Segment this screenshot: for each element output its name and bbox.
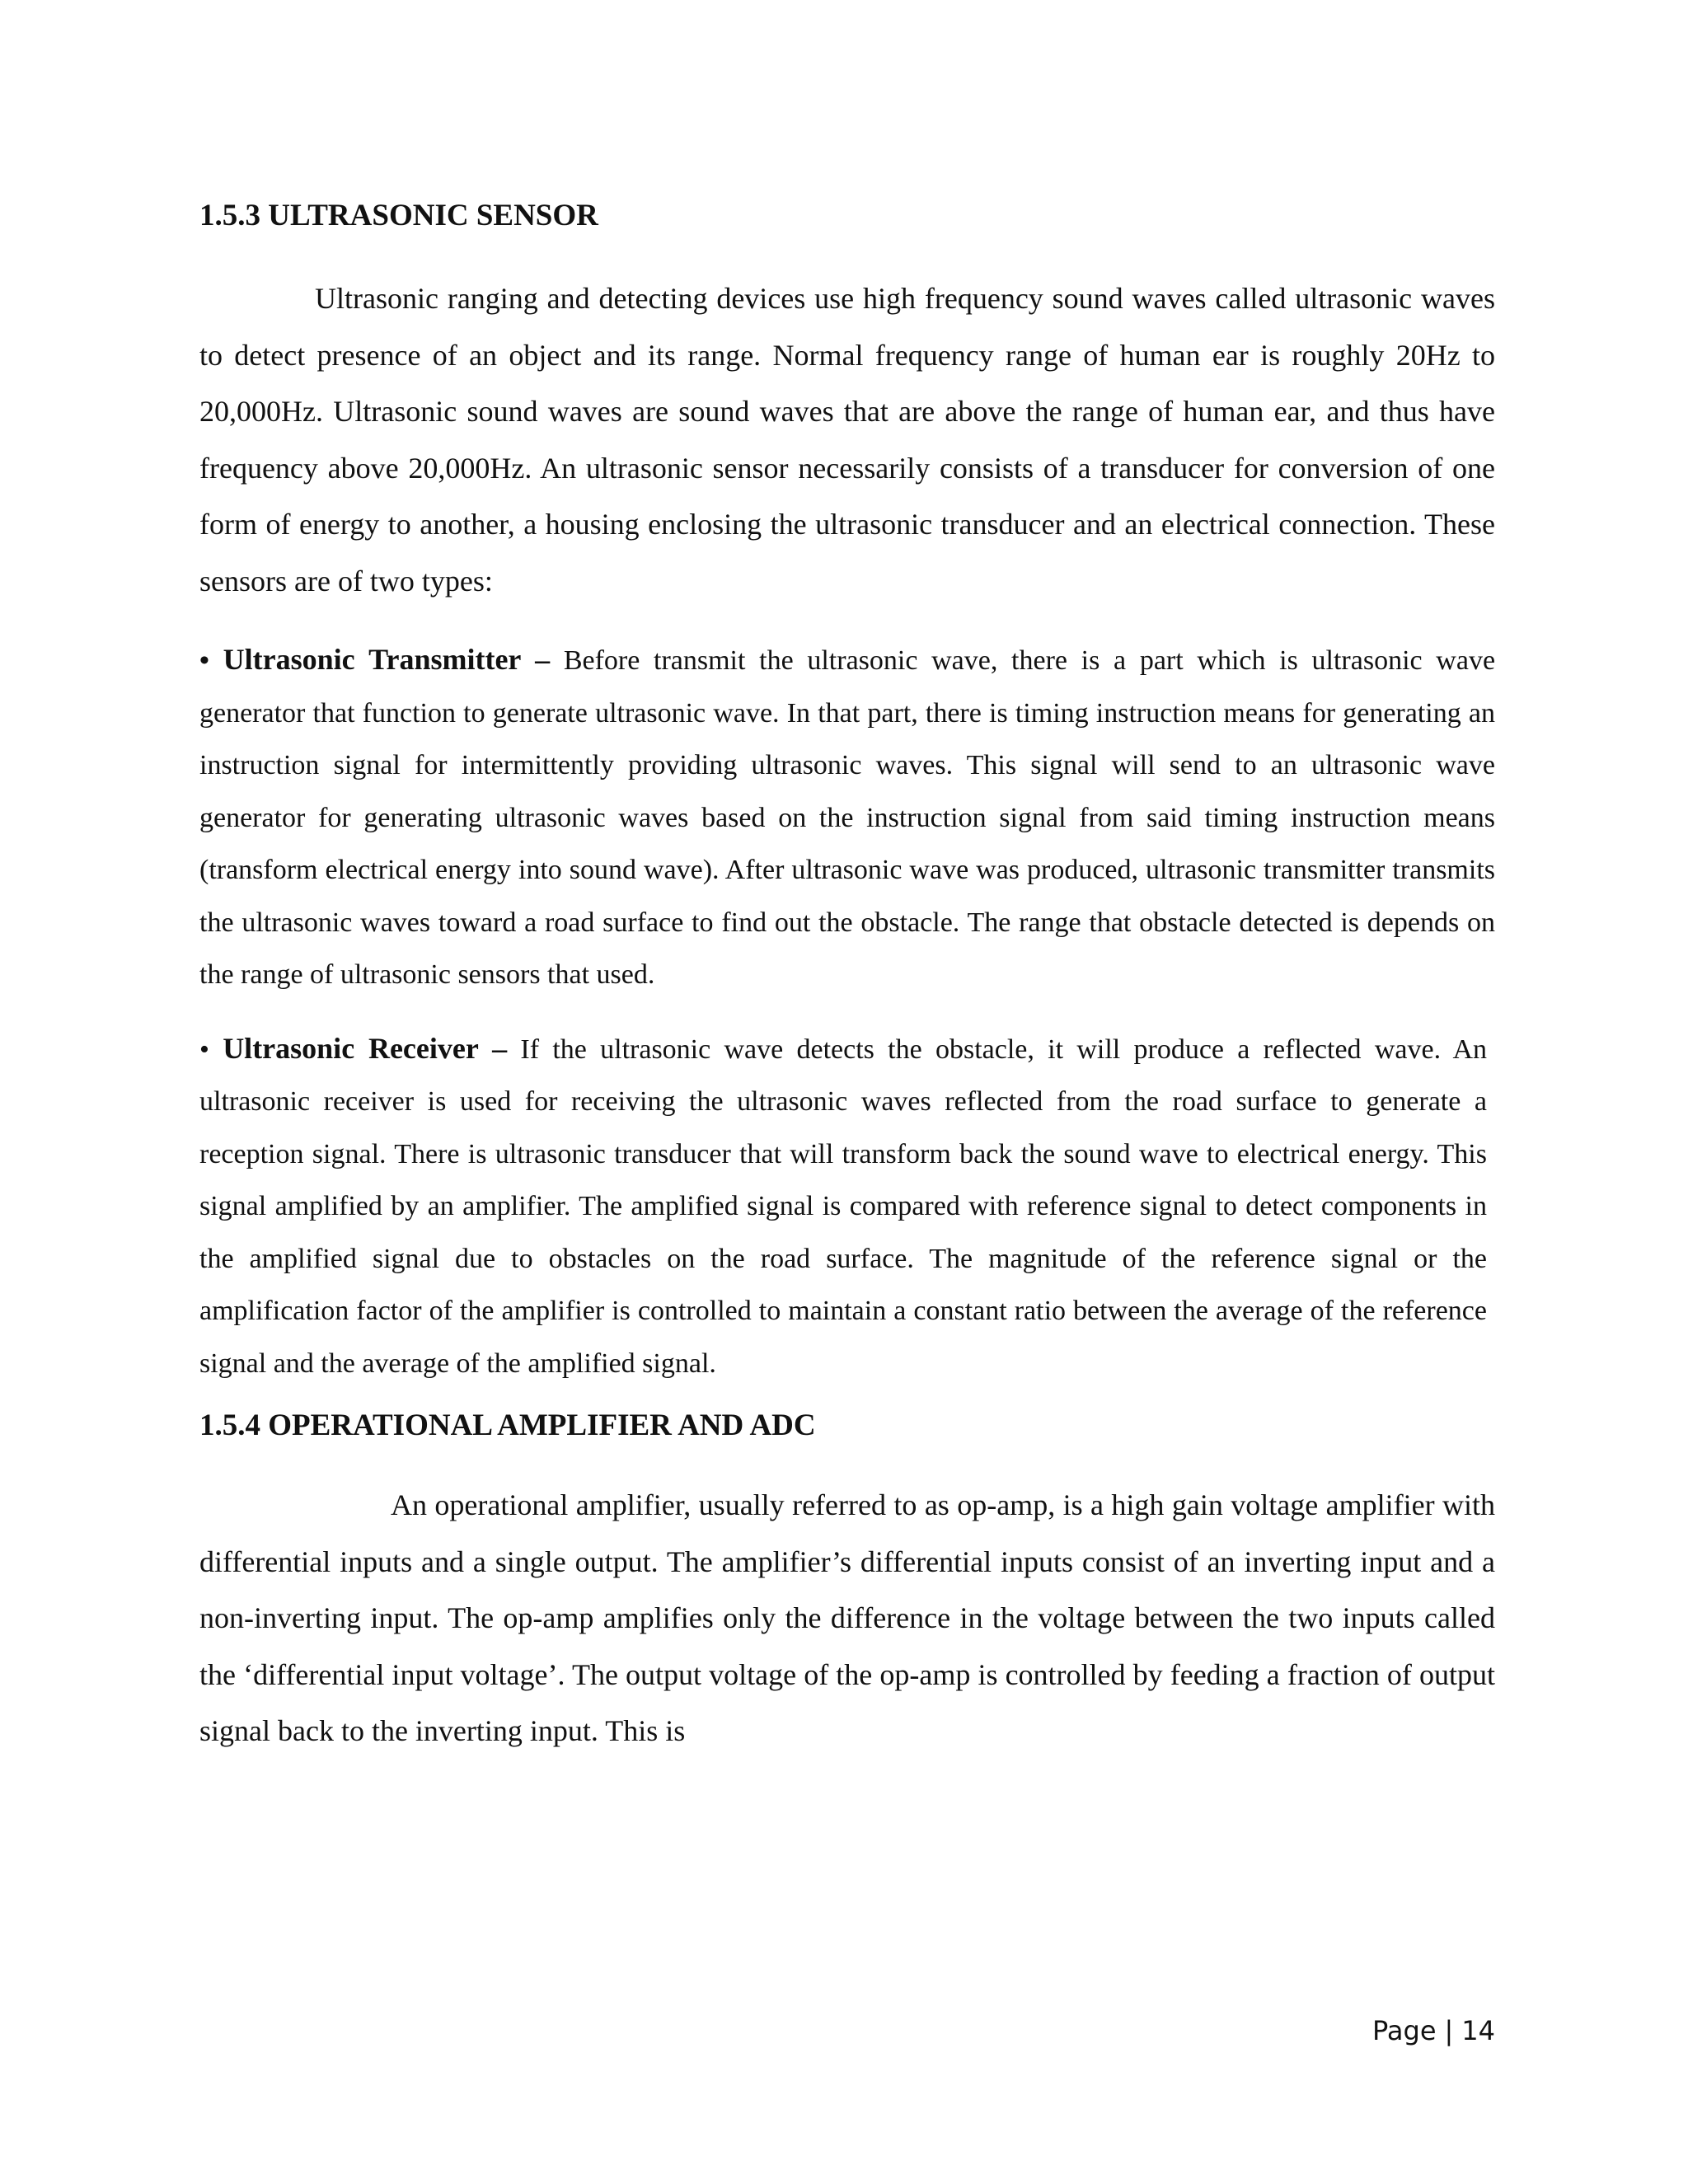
page-separator: | — [1444, 2015, 1454, 2046]
page-number: 14 — [1461, 2015, 1495, 2046]
bullet-dash: – — [492, 1031, 508, 1065]
page-label: Page — [1372, 2015, 1437, 2046]
section-heading-ultrasonic-sensor: 1.5.3 ULTRASONIC SENSOR — [199, 199, 598, 232]
bullet-ultrasonic-receiver — [199, 1023, 1487, 1390]
page-content — [199, 198, 1495, 1760]
bullet-ultrasonic-transmitter — [199, 634, 1495, 1001]
bullet-text-receiver: If the ultrasonic wave detects the obstacle, it will produce a reflected wave. An ultrasonic receiver is used for receiving the ultrasonic waves reflected from the road surface to generate a reception signal. There is ultrasonic transducer that will transform back the sound wave to electrical energy. This signal amplified by an amplifier. The amplified signal is compared with reference signal to detect components in the amplified signal due to obstacles on the road surface. The magnitude of the reference signal or the amplification factor of the amplifier is controlled to maintain a constant ratio between the average of the reference signal and the average of the amplified signal. — [199, 1033, 1488, 1379]
paragraph-ultrasonic-intro: Ultrasonic ranging and detecting devices use high frequency sound waves called ultrasonic waves to detect presence of an object and its range. Normal frequency range of human ear is roughly 20Hz to 20,000Hz. Ultrasonic sound waves are sound waves that are above the range of human ear, and thus have frequency above 20,000Hz. An ultrasonic sensor necessarily consists of a transducer for conversion of one form of energy to another, a housing enclosing the ultrasonic transducer and an electrical connection. These sensors are of two types: — [199, 282, 1495, 598]
bullet-marker: • — [199, 1033, 209, 1065]
bullet-dash: – — [535, 643, 551, 676]
page-footer — [1319, 2014, 1495, 2047]
bullet-text-transmitter: Before transmit the ultrasonic wave, there is a part which is ultrasonic wave generator that function to generate ultrasonic wave. In that part, there is timing instruction means for generating an instruction signal for intermittently providing ultrasonic waves. This signal will send to an ultrasonic wave generator for generating ultrasonic waves based on the instruction signal from said timing instruction means (transform electrical energy into sound wave). After ultrasonic wave was produced, ultrasonic transmitter transmits the ultrasonic waves toward a road surface to find out the obstacle. The range that obstacle detected is depends on the range of ultrasonic sensors that used. — [199, 645, 1496, 990]
bullet-term-transmitter: Ultrasonic Transmitter — [223, 643, 522, 676]
paragraph-op-amp-intro: An operational amplifier, usually referred to as op-amp, is a high gain voltage amplifier with differential inputs and a single output. The amplifier’s differential inputs consist of an inverting input and a non-inverting input. The op-amp amplifies only the difference in the voltage between the two inputs called the ‘differential input voltage’. The output voltage of the op-amp is controlled by feeding a fraction of output signal back to the inverting input. This is — [199, 1488, 1495, 1747]
section-heading-op-amp-adc: 1.5.4 OPERATIONAL AMPLIFIER AND ADC — [199, 1408, 816, 1442]
bullet-marker: • — [199, 645, 209, 676]
bullet-term-receiver: Ultrasonic Receiver — [223, 1031, 479, 1065]
